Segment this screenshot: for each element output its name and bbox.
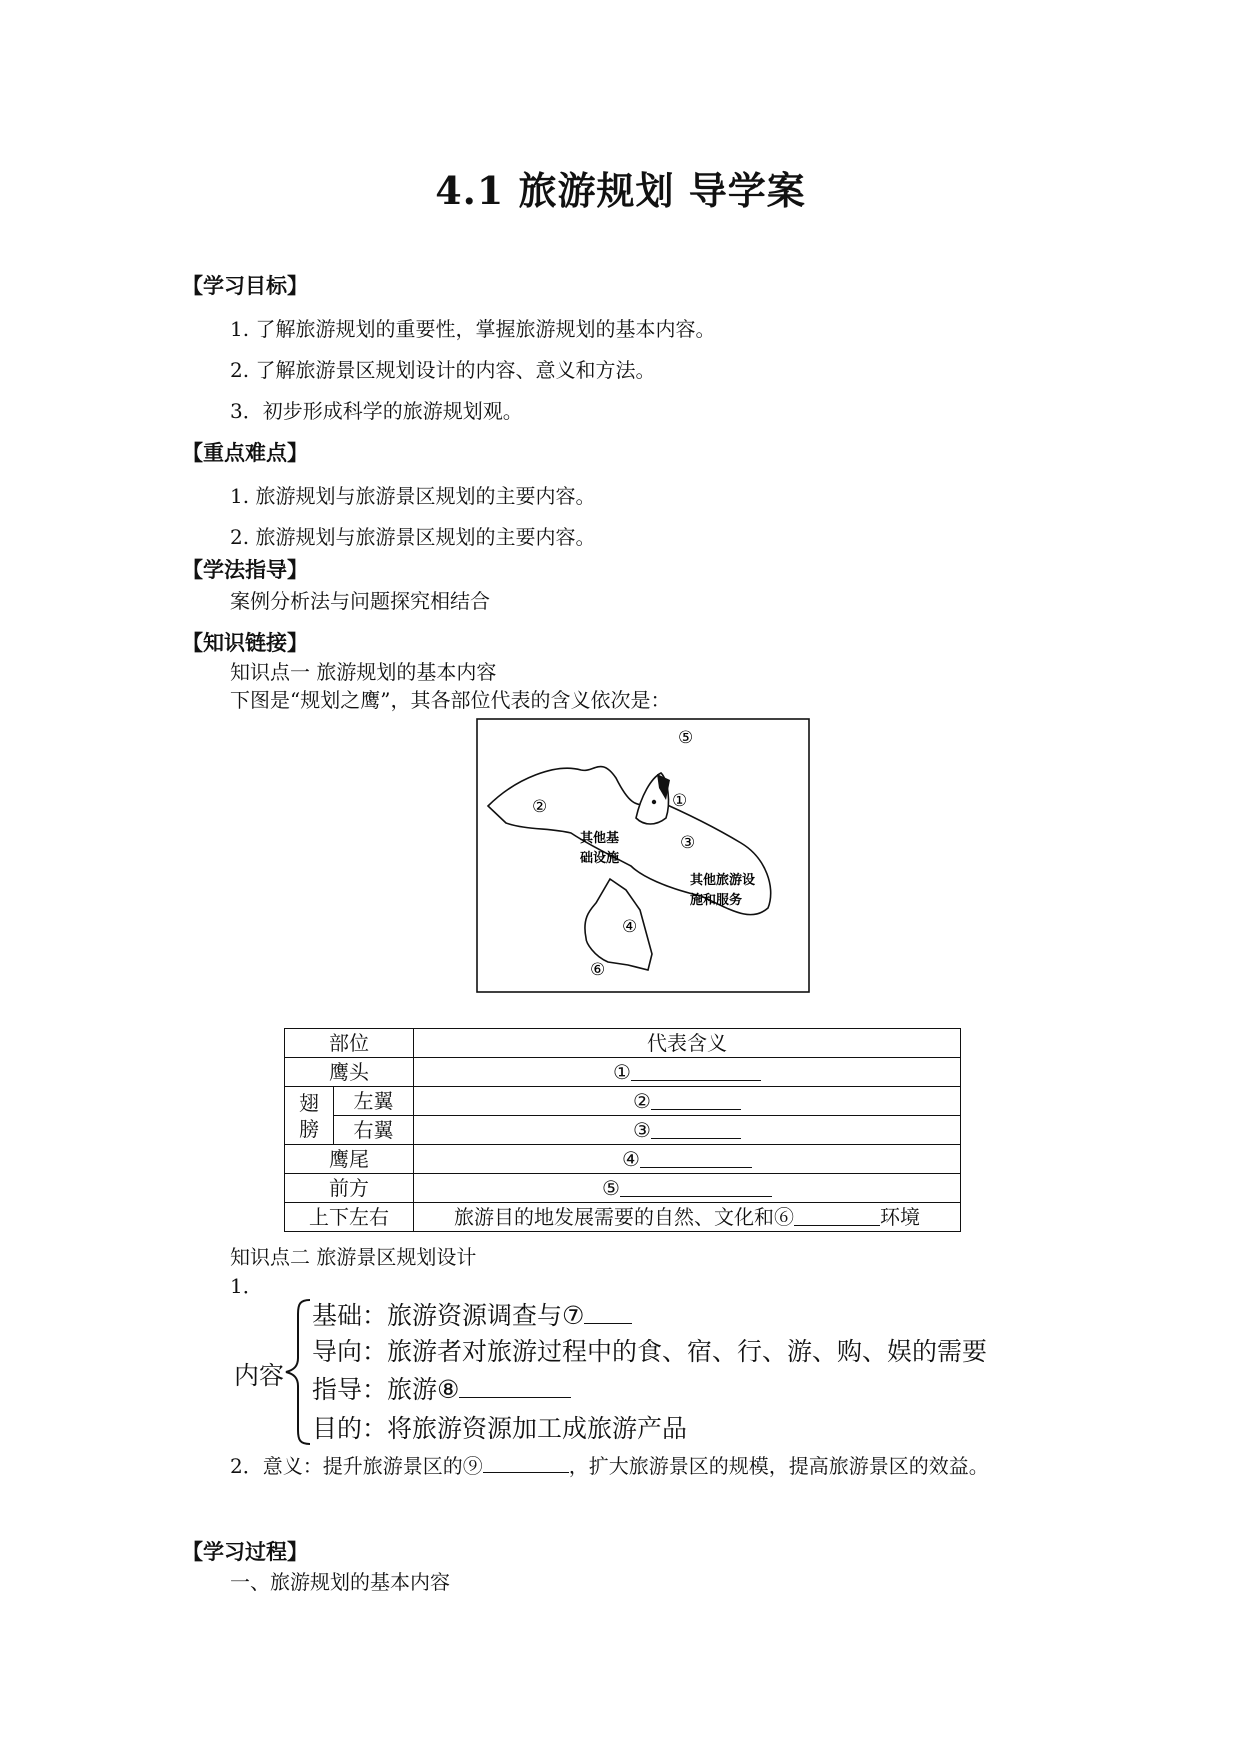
fill-blank-1[interactable] (631, 1060, 761, 1081)
method-heading: 【学法指导】 (182, 558, 308, 582)
table-cell-wing (285, 1087, 334, 1145)
fill-blank-3[interactable] (651, 1118, 741, 1139)
key-points-heading: 【重点难点】 (182, 441, 308, 465)
table-cell-meaning (414, 1145, 961, 1174)
eagle-marker-2: ② (532, 797, 548, 817)
content-line-guidance (312, 1370, 571, 1406)
table-row (285, 1174, 961, 1203)
table-cell-marker: ① (613, 1059, 631, 1084)
eagle-figure (476, 718, 810, 993)
knowledge-item-2 (230, 1450, 989, 1479)
table-row (285, 1058, 961, 1087)
table-row (285, 1087, 961, 1116)
content-line-text: 基础：旅游资源调查与⑦ (312, 1301, 585, 1330)
objective-item: 3．初步形成科学的旅游规划观。 (230, 399, 523, 423)
knowledge-point-2: 知识点二 旅游景区规划设计 (230, 1245, 477, 1269)
table-cell-meaning (414, 1087, 961, 1116)
objective-item: 1. 了解旅游规划的重要性，掌握旅游规划的基本内容。 (230, 317, 716, 341)
eagle-label-left-1: 其他基 (580, 831, 620, 846)
fill-blank-2[interactable] (651, 1089, 741, 1110)
eagle-marker-6: ⑥ (590, 960, 606, 980)
content-line-basis (312, 1296, 632, 1332)
table-cell-part: 鹰头 (285, 1058, 414, 1087)
table-cell-part: 上下左右 (285, 1203, 414, 1232)
knowledge-heading: 【知识链接】 (182, 631, 308, 655)
fill-blank-4[interactable] (640, 1147, 752, 1168)
table-cell-text: 环境 (880, 1204, 920, 1229)
content-line-text: 指导：旅游⑧ (312, 1375, 460, 1404)
fill-blank-5[interactable] (620, 1176, 772, 1197)
knowledge-item-2-suffix: ，扩大旅游景区的规模，提高旅游景区的效益。 (568, 1454, 989, 1478)
fill-blank-6[interactable] (794, 1205, 880, 1226)
eagle-marker-3: ③ (680, 833, 696, 853)
table-cell-wing-char: 膀 (299, 1116, 319, 1141)
fill-blank-8[interactable] (459, 1375, 571, 1398)
content-line-orientation: 导向：旅游者对旅游过程中的食、宿、行、游、购、娱的需要 (312, 1337, 988, 1366)
eagle-figure-svg (476, 718, 810, 993)
eagle-marker-4: ④ (622, 917, 638, 937)
table-header-row (285, 1029, 961, 1058)
table-cell-part: 左翼 (334, 1087, 414, 1116)
table-cell-meaning (414, 1203, 961, 1232)
table-cell-meaning (414, 1174, 961, 1203)
table-cell-marker: ③ (633, 1117, 651, 1142)
table-cell-text: 旅游目的地发展需要的自然、文化和⑥ (454, 1204, 794, 1229)
table-cell-part: 鹰尾 (285, 1145, 414, 1174)
eagle-marker-1: ① (672, 791, 688, 811)
table-cell-part: 前方 (285, 1174, 414, 1203)
key-point-item: 2. 旅游规划与旅游景区规划的主要内容。 (230, 525, 596, 549)
eagle-label-right-1: 其他旅游设 (690, 873, 756, 888)
table-row (285, 1145, 961, 1174)
eagle-meaning-table (284, 1028, 961, 1232)
table-header-meaning: 代表含义 (414, 1029, 961, 1058)
content-label: 内容 (234, 1361, 285, 1390)
eagle-label-left-2: 础设施 (580, 851, 620, 866)
table-cell-marker: ② (633, 1088, 651, 1113)
table-row (285, 1116, 961, 1145)
fill-blank-7[interactable] (584, 1301, 632, 1324)
content-line-purpose: 目的：将旅游资源加工成旅游产品 (312, 1414, 688, 1443)
knowledge-item-1: 1． (230, 1274, 263, 1298)
fill-blank-9[interactable] (483, 1454, 569, 1473)
table-cell-marker: ④ (622, 1146, 640, 1171)
knowledge-point-1-desc: 下图是“规划之鹰”，其各部位代表的含义依次是： (230, 688, 671, 712)
method-text: 案例分析法与问题探究相结合 (230, 589, 490, 613)
table-cell-meaning (414, 1116, 961, 1145)
table-row (285, 1203, 961, 1232)
process-heading: 【学习过程】 (182, 1540, 308, 1564)
table-header-part: 部位 (285, 1029, 414, 1058)
objective-item: 2. 了解旅游景区规划设计的内容、意义和方法。 (230, 358, 656, 382)
knowledge-point-1: 知识点一 旅游规划的基本内容 (230, 660, 497, 684)
eagle-label-right-2: 施和服务 (690, 893, 743, 908)
objectives-heading: 【学习目标】 (182, 274, 308, 298)
table-cell-wing-char: 翅 (299, 1090, 319, 1115)
page-title: 4.1 旅游规划 导学案 (435, 168, 806, 213)
table-cell-marker: ⑤ (602, 1175, 620, 1200)
table-cell-meaning (414, 1058, 961, 1087)
key-point-item: 1. 旅游规划与旅游景区规划的主要内容。 (230, 484, 596, 508)
content-brace (280, 1296, 314, 1446)
knowledge-item-2-prefix: 2．意义：提升旅游景区的⑨ (230, 1454, 483, 1478)
process-item-1: 一、旅游规划的基本内容 (230, 1570, 450, 1594)
eagle-marker-5: ⑤ (678, 728, 694, 748)
table-cell-part: 右翼 (334, 1116, 414, 1145)
